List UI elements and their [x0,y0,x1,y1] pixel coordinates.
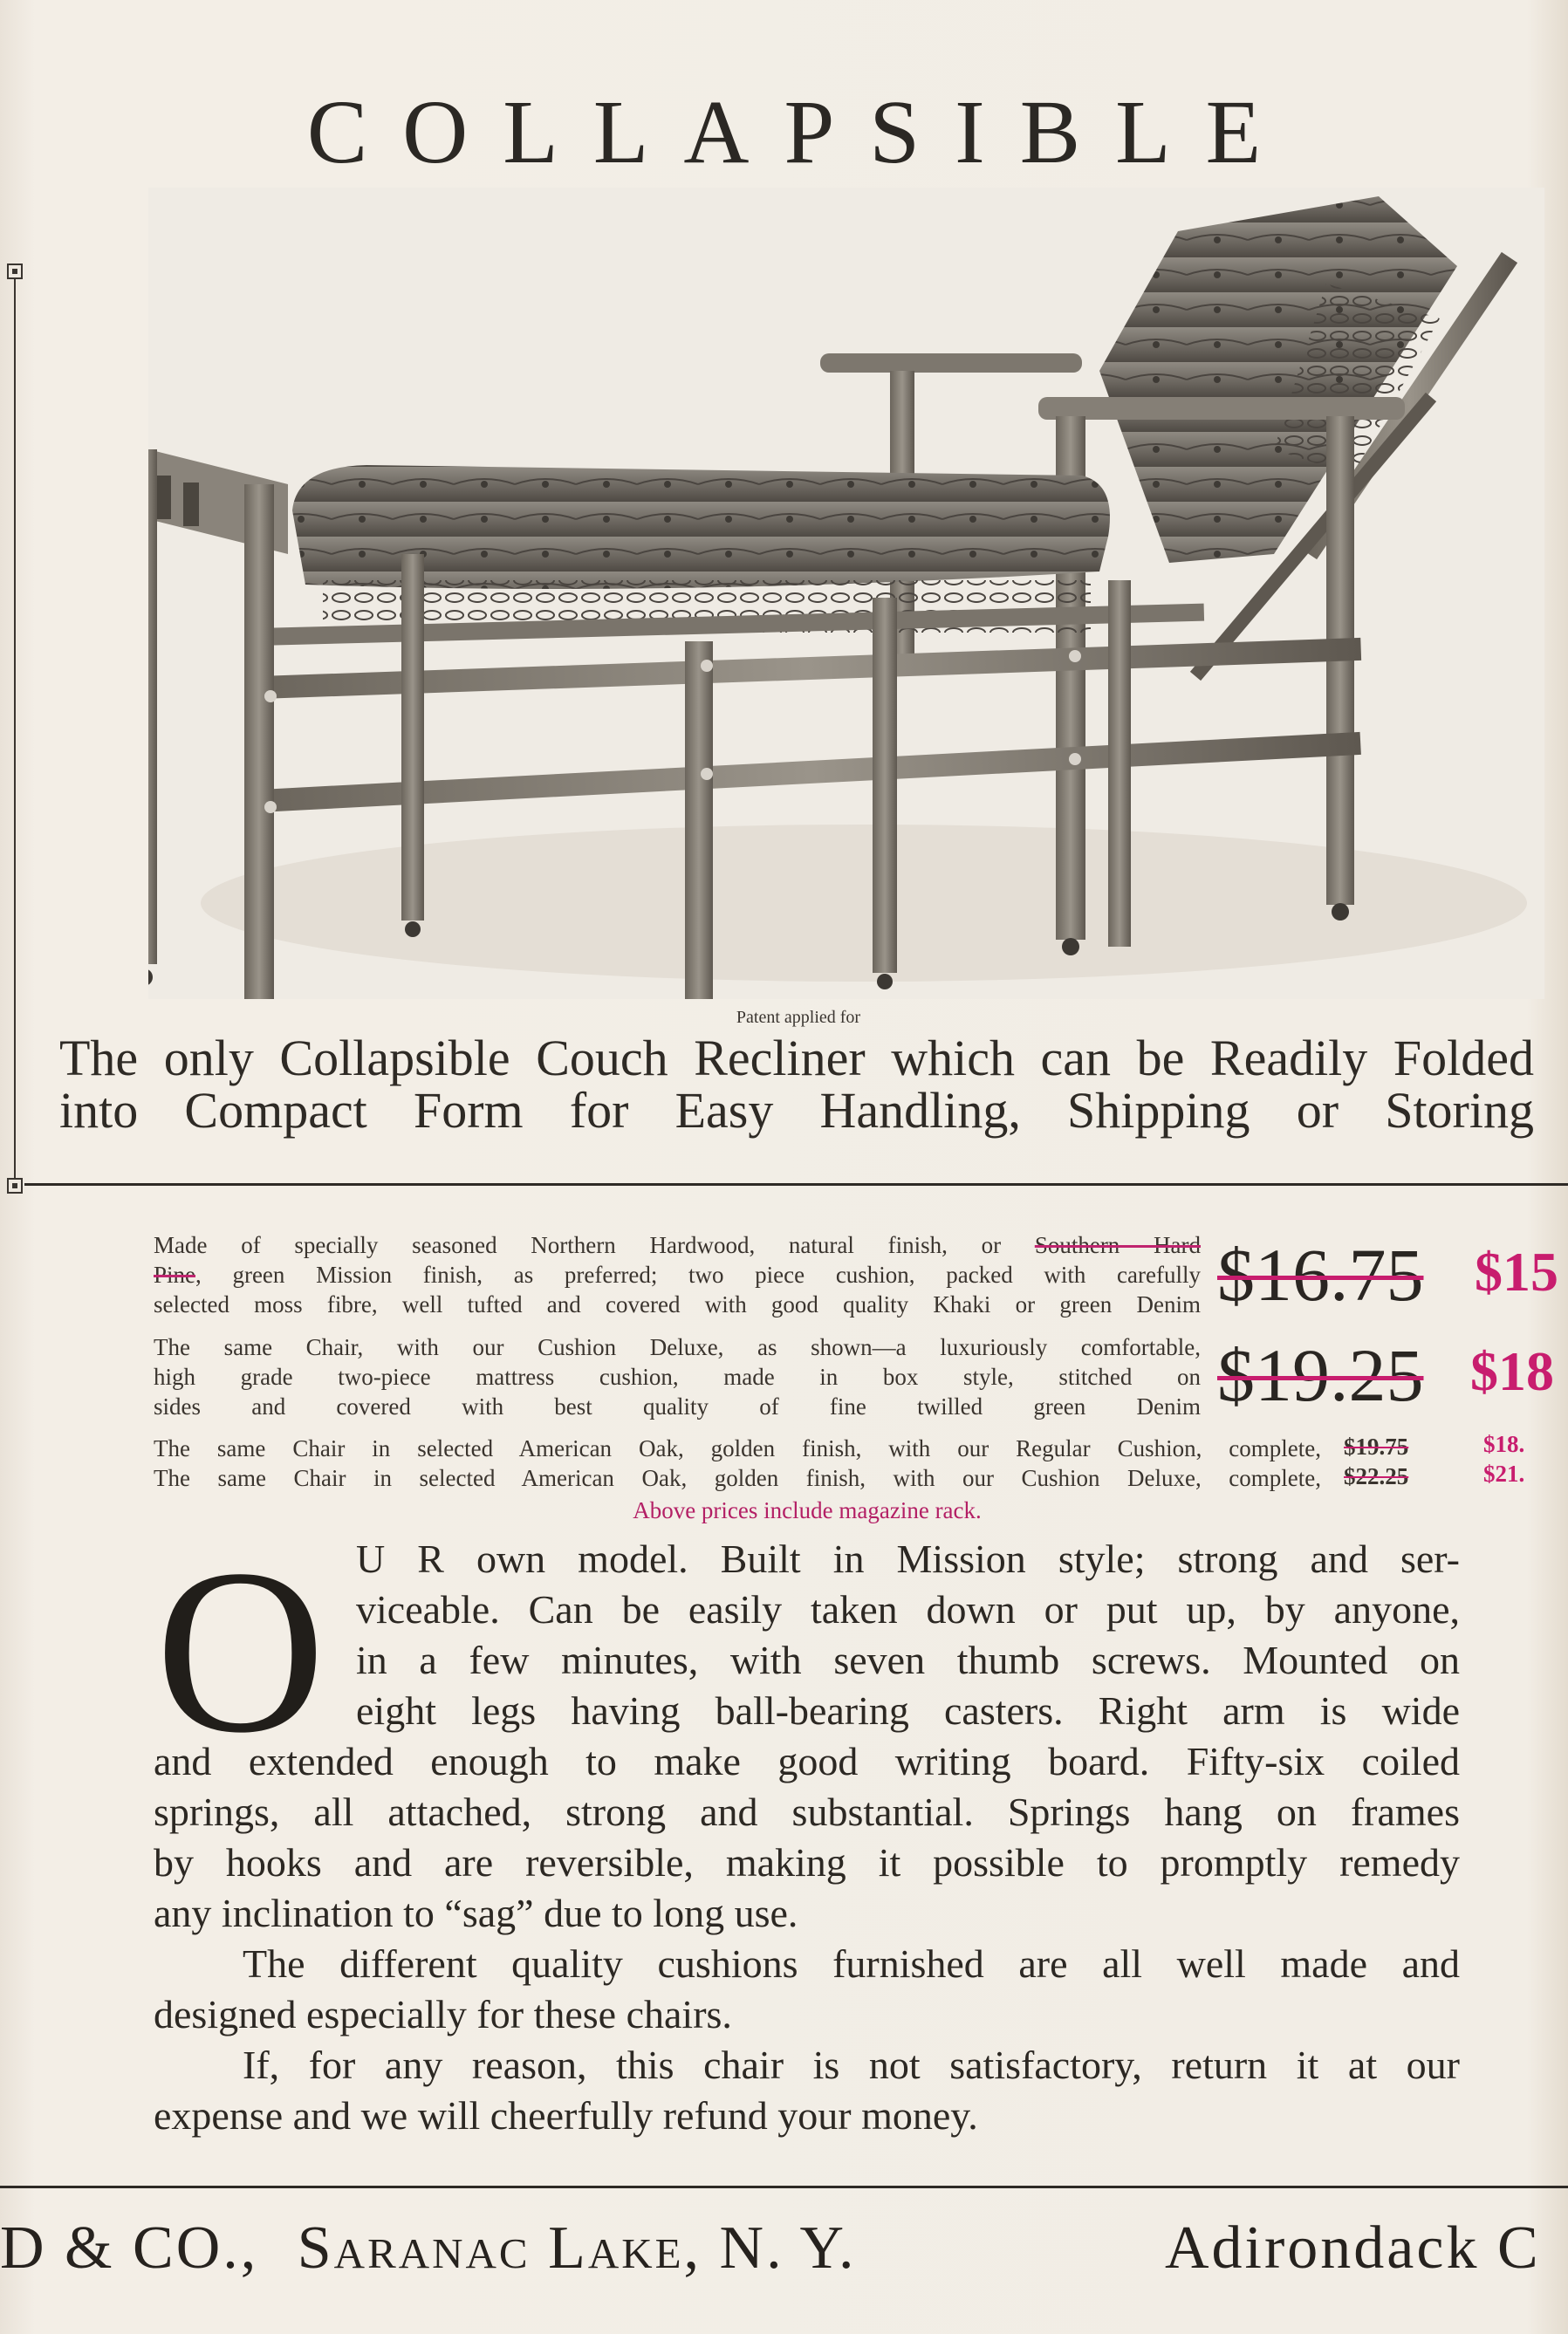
tagline-line-1: The only Collapsible Couch Recliner which can be Readily Folded [59,1030,1534,1086]
margin-bracket-line [14,269,16,1185]
couch-recliner-illustration [148,188,1544,999]
body-p2-line-1: The different quality cushions furnished are all well made and [243,1941,1460,1986]
offer-2-line-1: The same Chair, with our Cushion Deluxe, as shown—a luxuriously comfortable, [154,1334,1201,1360]
offer-3-line: The same Chair in selected American Oak, golden finish, with our Regular Cushion, complete, [154,1435,1321,1461]
footer-tagline: Adirondack C [1165,2214,1541,2282]
struck-text: Southern Hard [1034,1232,1202,1258]
price-note: Above prices include magazine rack. [633,1497,982,1523]
page-heading: COLLAPSIBLE [306,82,1297,182]
margin-bracket-bottom [7,1178,23,1194]
footer-divider [0,2186,1568,2188]
offer-4-line: The same Chair in selected American Oak, golden finish, with our Cushion Deluxe, complete, [154,1465,1321,1491]
body-p1-line-5: and extended enough to make good writing board. Fifty-six coiled [154,1739,1460,1783]
margin-bracket-top [7,264,23,279]
body-p1-line-3: in a few minutes, with seven thumb screws. Mounted on [356,1638,1460,1682]
offer-4-old-price: $22.25 [1344,1463,1409,1489]
patent-caption: Patent applied for [736,1008,861,1027]
drop-cap: O [155,1521,325,1782]
footer-address [0,2214,1568,2283]
offer-3-old-price: $19.75 [1344,1434,1409,1460]
body-p2-line-2: designed especially for these chairs. [154,1992,732,2036]
offer-1-line-1 [154,1230,1201,1260]
offer-1-line-1-text: Made of specially seasoned Northern Hardwood, natural finish, or Southern Hard [154,1232,1202,1258]
offer-1-line-2: Pine, green Mission finish, as preferred; two piece cushion, packed with carefully [154,1262,1201,1288]
offer-2-new-price: $18 [1470,1340,1554,1402]
offer-2-line-3: sides and covered with best quality of fine twilled green Denim [154,1393,1201,1420]
offer-1-new-price: $15 [1475,1241,1558,1303]
body-p1-line-2: viceable. Can be easily taken down or put up, by anyone, [356,1587,1460,1632]
section-divider [24,1183,1568,1186]
footer-company: D & CO., [0,2214,259,2282]
tagline-line-2: into Compact Form for Easy Handling, Shipping or Storing [59,1082,1534,1139]
struck-text: Pine [154,1262,196,1288]
body-p3-line-1: If, for any reason, this chair is not satisfactory, return it at our [243,2043,1460,2087]
offer-2-old-price: $19.25 [1217,1333,1424,1417]
offer-1-line-3: selected moss fibre, well tufted and covered with good quality Khaki or green Denim [154,1291,1201,1318]
offer-1-old-price: $16.75 [1217,1233,1424,1317]
body-p1-line-7: by hooks and are reversible, making it possible to promptly remedy [154,1840,1460,1885]
offer-4-new-price: $21. [1483,1461,1525,1487]
body-p1-line-6: springs, all attached, strong and substantial. Springs hang on frames [154,1790,1460,1834]
body-p1-line-4: eight legs having ball-bearing casters. Right arm is wide [356,1688,1460,1733]
offer-2-line-2: high grade two-piece mattress cushion, made in box style, stitched on [154,1364,1201,1390]
body-p1-line-1: U R own model. Built in Mission style; strong and ser- [356,1537,1460,1581]
footer-city: Saranac Lake, N. Y. [297,2214,857,2282]
body-p1-line-8: any inclination to “sag” due to long use. [154,1891,798,1935]
offer-3-new-price: $18. [1483,1431,1525,1457]
body-p3-line-2: expense and we will cheerfully refund your money. [154,2093,978,2138]
